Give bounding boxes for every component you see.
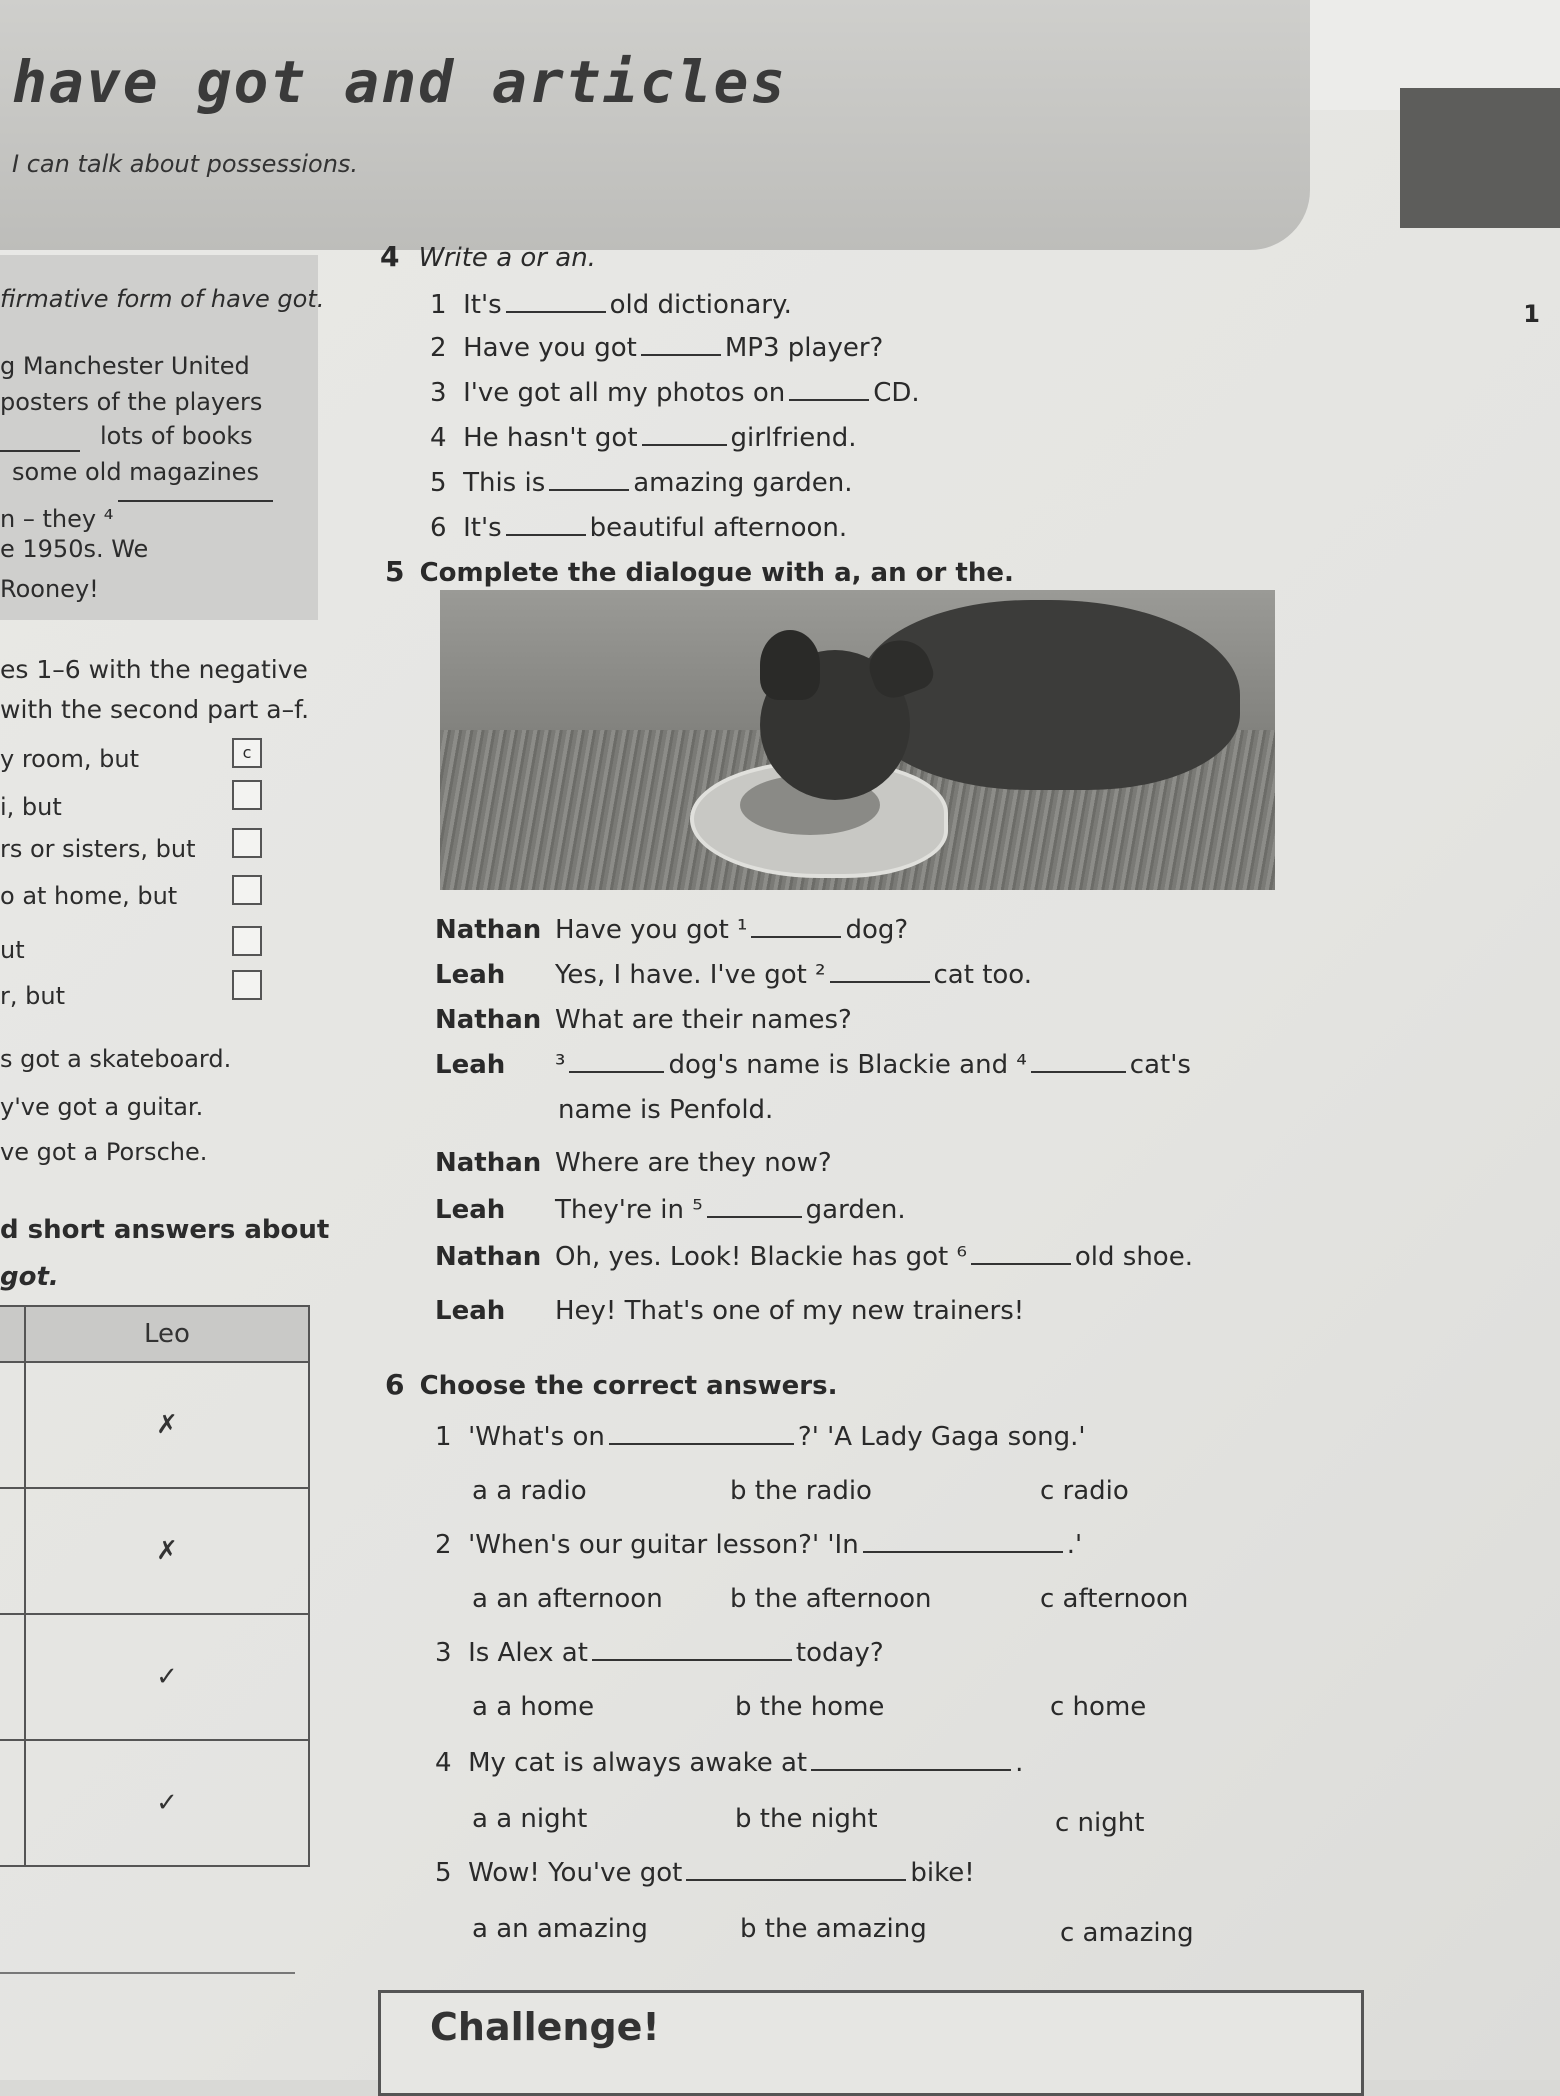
answer-blank[interactable] [569,1070,664,1073]
option-a[interactable]: a a home [472,1692,595,1722]
ex6-question: 2 'When's our guitar lesson?' 'In .' [435,1530,1083,1560]
dialogue-line: Leah ³ dog's name is Blackie and ⁴ cat's [435,1050,1191,1080]
left-instruction: with the second part a–f. [0,695,310,724]
ex6-question: 3 Is Alex at today? [435,1638,884,1668]
table-row [0,1740,309,1866]
table-row [0,1362,309,1488]
exercise-5-heading: 5 Complete the dialogue with a, an or the. [385,555,1014,588]
option-b[interactable]: b the radio [730,1476,872,1506]
table-corner [0,1306,25,1362]
table-header-leo: Leo [25,1306,309,1362]
ex6-question: 1 'What's on ?' 'A Lady Gaga song.' [435,1422,1086,1452]
option-b[interactable]: b the home [735,1692,885,1722]
ex4-item: 5 This is amazing garden. [430,468,853,498]
match-answer: y've got a guitar. [0,1093,204,1121]
answer-blank[interactable] [592,1658,792,1661]
left-line: n – they ⁴ [0,505,114,533]
exercise-6-heading: 6 Choose the correct answers. [385,1368,838,1401]
answer-blank[interactable] [506,533,586,536]
answer-blank[interactable] [1031,1070,1126,1073]
answer-blank[interactable] [789,398,869,401]
dialogue-line: Leah They're in ⁵ garden. [435,1195,906,1225]
cross-mark: ✗ [25,1362,309,1488]
short-answer-table [0,1305,310,1867]
ex4-item: 2 Have you got MP3 player? [430,333,884,363]
answer-box[interactable] [232,828,262,858]
dialogue-line: Leah Hey! That's one of my new trainers! [435,1296,1025,1326]
answer-blank[interactable] [549,488,629,491]
table-row [0,1488,309,1614]
left-instruction: es 1–6 with the negative [0,655,308,684]
option-c[interactable]: c radio [1040,1476,1129,1506]
table-row [0,1614,309,1740]
page-title: have got and articles [12,48,788,116]
dog-with-shoe-photo [440,590,1275,890]
answer-box[interactable] [232,970,262,1000]
answer-box[interactable] [232,926,262,956]
header-band [0,0,1310,250]
challenge-heading: Challenge! [430,2005,660,2049]
left-line: g Manchester United [0,352,250,380]
dialogue-line: Nathan Oh, yes. Look! Blackie has got ⁶ old shoe. [435,1242,1193,1272]
answer-blank[interactable] [830,980,930,983]
dialogue-line: Nathan Where are they now? [435,1148,832,1178]
option-c[interactable]: c night [1055,1808,1145,1838]
answer-blank[interactable] [751,935,841,938]
option-b[interactable]: b the amazing [740,1914,927,1944]
ex4-item: 4 He hasn't got girlfriend. [430,423,857,453]
answer-line [0,450,80,452]
option-b[interactable]: b the night [735,1804,878,1834]
exercise-4-heading: 4 Write a or an. [380,240,596,273]
page-subtitle: I can talk about possessions. [12,150,359,178]
answer-line [118,500,273,502]
cross-mark: ✗ [25,1488,309,1614]
match-item: rs or sisters, but [0,835,196,863]
page-number: 1 [1523,300,1540,328]
answer-blank[interactable] [971,1262,1071,1265]
corner-tab [1400,88,1560,228]
ex6-question: 5 Wow! You've got bike! [435,1858,975,1888]
answer-box[interactable] [232,780,262,810]
left-line: lots of books [100,422,253,450]
left-line: some old magazines [12,458,259,486]
dialogue-line: name is Penfold. [558,1095,774,1125]
ex4-item: 3 I've got all my photos on CD. [430,378,920,408]
dialogue-line: Nathan Have you got ¹ dog? [435,915,909,945]
option-a[interactable]: a a radio [472,1476,587,1506]
option-a[interactable]: a a night [472,1804,588,1834]
match-item: y room, but [0,745,140,773]
left-instruction: d short answers about [0,1215,330,1245]
match-answer: ve got a Porsche. [0,1138,208,1166]
option-c[interactable]: c home [1050,1692,1147,1722]
left-line: Rooney! [0,575,99,603]
answer-box[interactable]: c [232,738,262,768]
match-item: o at home, but [0,882,178,910]
left-instruction: got. [0,1262,59,1292]
option-a[interactable]: a an amazing [472,1914,648,1944]
ex4-item: 1 It's old dictionary. [430,290,792,320]
answer-blank[interactable] [506,310,606,313]
option-b[interactable]: b the afternoon [730,1584,932,1614]
answer-blank[interactable] [642,443,727,446]
match-item: r, but [0,982,65,1010]
tick-mark: ✓ [25,1740,309,1866]
answer-box[interactable] [232,875,262,905]
ex4-item: 6 It's beautiful afternoon. [430,513,848,543]
ex6-question: 4 My cat is always awake at . [435,1748,1024,1778]
dialogue-line: Nathan What are their names? [435,1005,852,1035]
answer-blank[interactable] [609,1442,794,1445]
match-answer: s got a skateboard. [0,1045,232,1073]
left-line: e 1950s. We [0,535,149,563]
answer-blank[interactable] [811,1768,1011,1771]
option-c[interactable]: c amazing [1060,1918,1194,1948]
answer-blank[interactable] [686,1878,906,1881]
divider [0,1972,295,1974]
dialogue-line: Leah Yes, I have. I've got ² cat too. [435,960,1033,990]
option-a[interactable]: a an afternoon [472,1584,663,1614]
answer-blank[interactable] [707,1215,802,1218]
left-instruction: firmative form of have got. [0,285,325,313]
answer-blank[interactable] [863,1550,1063,1553]
answer-blank[interactable] [641,353,721,356]
match-item: ut [0,936,25,964]
tick-mark: ✓ [25,1614,309,1740]
left-line: posters of the players [0,388,263,416]
match-item: i, but [0,793,62,821]
option-c[interactable]: c afternoon [1040,1584,1189,1614]
